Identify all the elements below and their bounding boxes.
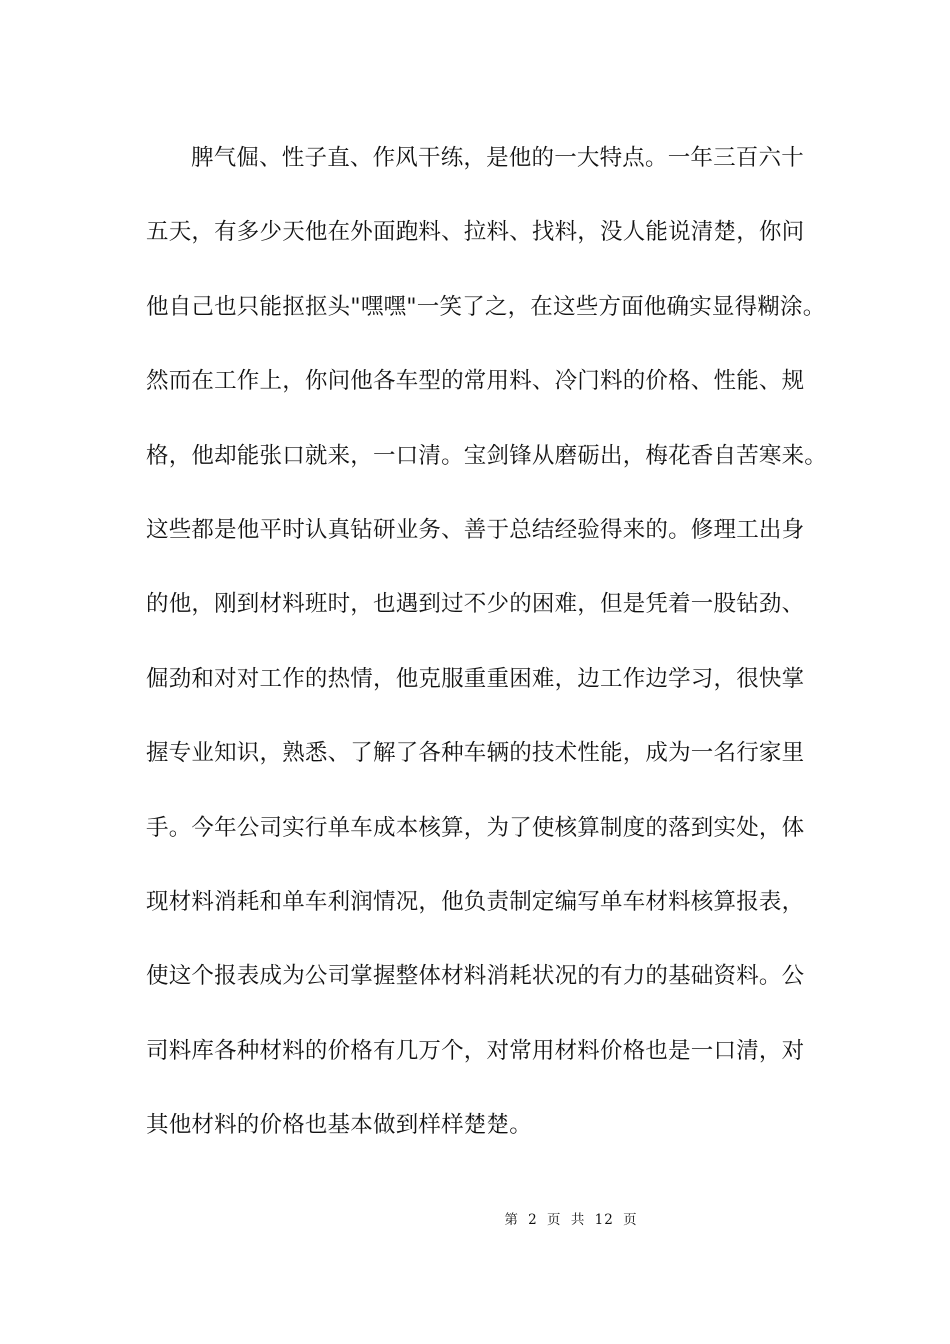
paragraph-line: 格，他却能张口就来，一口清。宝剑锋从磨砺出，梅花香自苦寒来。 bbox=[146, 442, 828, 469]
page-number-footer: 第 2 页 共 12 页 bbox=[504, 1212, 638, 1228]
paragraph-line: 五天，有多少天他在外面跑料、拉料、找料，没人能说清楚，你问 bbox=[146, 219, 805, 246]
paragraph-line: 脾气倔、性子直、作风干练，是他的一大特点。一年三百六十 bbox=[191, 145, 804, 171]
paragraph-line: 手。今年公司实行单车成本核算，为了使核算制度的落到实处，体 bbox=[146, 814, 805, 841]
paragraph-line: 握专业知识，熟悉、了解了各种车辆的技术性能，成为一名行家里 bbox=[146, 740, 805, 767]
paragraph-line: 这些都是他平时认真钻研业务、善于总结经验得来的。修理工出身 bbox=[146, 516, 805, 543]
paragraph-line: 他自己也只能抠抠头"嘿嘿"一笑了之，在这些方面他确实显得糊涂。 bbox=[146, 293, 826, 320]
paragraph-line: 的他，刚到材料班时，也遇到过不少的困难，但是凭着一股钻劲、 bbox=[146, 591, 805, 618]
paragraph-line: 倔劲和对对工作的热情，他克服重重困难，边工作边学习，很快掌 bbox=[146, 665, 805, 692]
paragraph-line: 使这个报表成为公司掌握整体材料消耗状况的有力的基础资料。公 bbox=[146, 963, 805, 990]
body-paragraph bbox=[146, 134, 826, 1175]
paragraph-line: 然而在工作上，你问他各车型的常用料、冷门料的价格、性能、规 bbox=[146, 368, 805, 395]
paragraph-line: 现材料消耗和单车利润情况，他负责制定编写单车材料核算报表， bbox=[146, 888, 805, 915]
paragraph-line: 司料库各种材料的价格有几万个，对常用材料价格也是一口清，对 bbox=[146, 1037, 805, 1064]
paragraph-line: 其他材料的价格也基本做到样样楚楚。 bbox=[146, 1112, 532, 1139]
